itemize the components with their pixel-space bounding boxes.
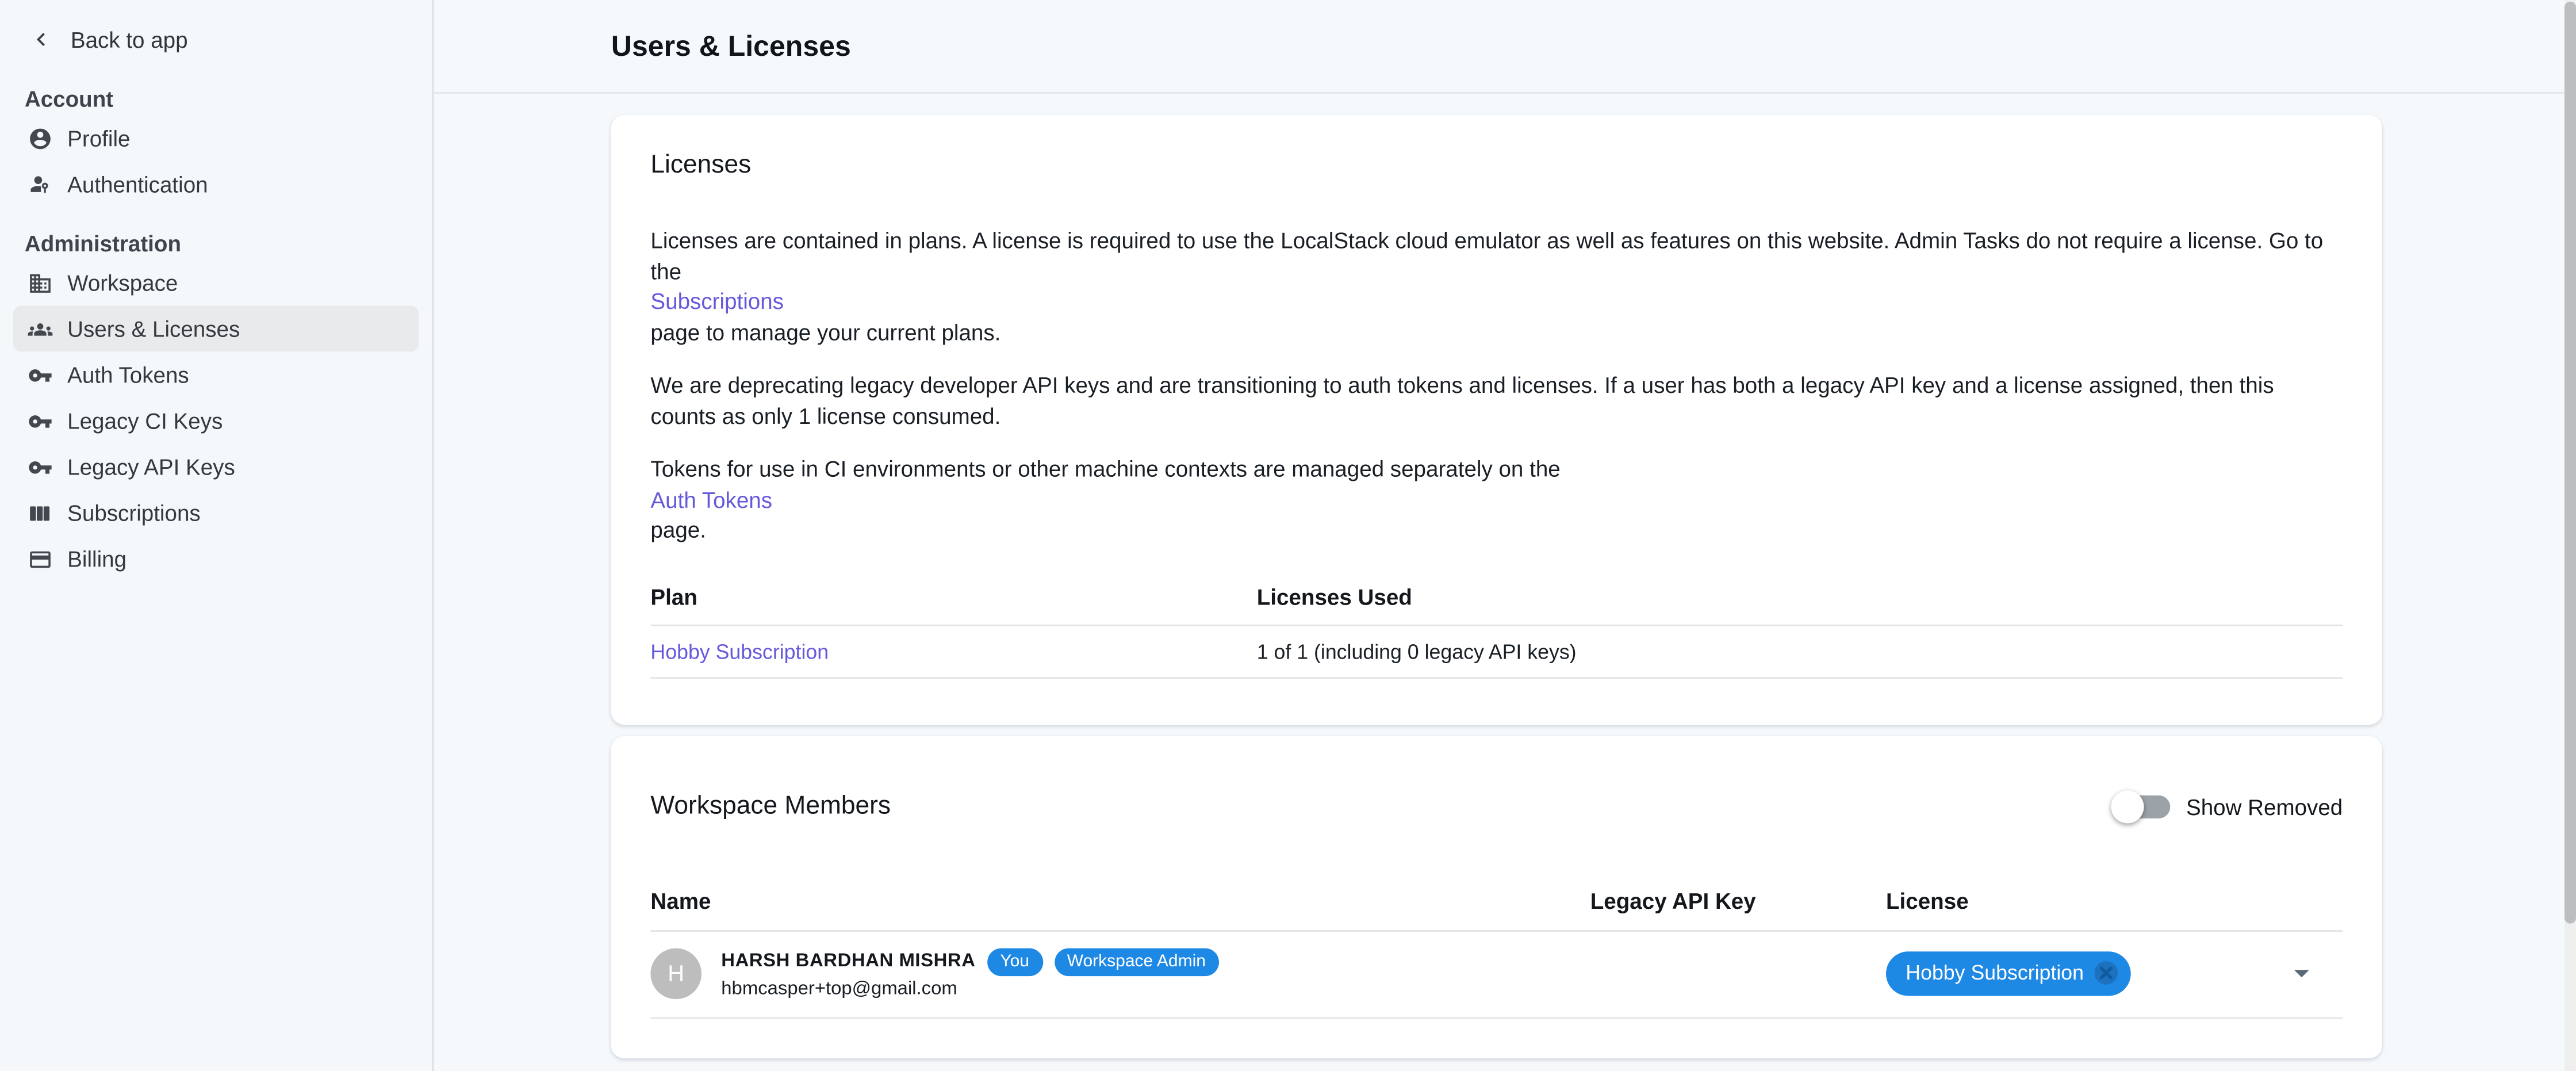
sidebar-item-label: Authentication xyxy=(67,171,208,197)
toggle-knob xyxy=(2111,790,2144,823)
licenses-used-value: 1 of 1 (including 0 legacy API keys) xyxy=(1256,640,1577,663)
show-removed-label: Show Removed xyxy=(2186,794,2343,820)
sidebar-item-legacy-api-keys[interactable] xyxy=(13,443,419,489)
sidebar-item-label: Profile xyxy=(67,125,131,151)
workspace-members-title: Workspace Members xyxy=(650,792,891,820)
person-key-icon xyxy=(28,172,53,197)
plans-table-header xyxy=(650,568,2343,625)
sidebar-section-administration: Administration xyxy=(24,231,182,257)
sidebar-item-label: Billing xyxy=(67,546,127,571)
sidebar-item-label: Users & Licenses xyxy=(67,316,240,341)
key-icon xyxy=(28,454,53,479)
column-header-name: Name xyxy=(650,888,711,913)
column-header-license: License xyxy=(1886,888,1969,913)
page-scrollbar xyxy=(2564,0,2576,1071)
column-header-licenses-used: Licenses Used xyxy=(1256,584,1412,609)
plans-table xyxy=(650,568,2343,678)
groups-icon xyxy=(28,316,53,341)
sidebar-item-profile[interactable] xyxy=(13,115,419,161)
sidebar-item-label: Legacy CI Keys xyxy=(67,408,223,433)
columns-icon xyxy=(28,500,53,525)
key-icon xyxy=(28,408,53,433)
column-header-legacy-api-key: Legacy API Key xyxy=(1590,888,1756,913)
sidebar-item-authentication[interactable] xyxy=(13,161,419,207)
back-to-app-label: Back to app xyxy=(70,27,188,52)
sidebar-item-users-licenses[interactable] xyxy=(13,305,419,351)
licenses-card-title: Licenses xyxy=(650,151,752,179)
page-content xyxy=(434,94,2576,1058)
tokens-note-text: page. xyxy=(650,518,706,542)
avatar: H xyxy=(650,947,702,999)
page-title: Users & Licenses xyxy=(611,29,851,62)
member-name: HARSH BARDHAN MISHRA xyxy=(721,951,976,971)
sidebar-section-account: Account xyxy=(24,87,114,112)
column-header-plan: Plan xyxy=(650,584,697,609)
sidebar-item-label: Workspace xyxy=(67,270,178,295)
show-removed-toggle[interactable] xyxy=(2115,790,2169,823)
license-chip[interactable] xyxy=(1886,951,2132,995)
members-table-header xyxy=(650,855,2343,931)
workspace-admin-badge: Workspace Admin xyxy=(1054,947,1219,976)
chevron-down-icon xyxy=(2283,955,2320,991)
remove-license-icon[interactable] xyxy=(2092,958,2121,988)
deprecation-note: We are deprecating legacy developer API keys and are transitioning to auth tokens and licenses. If a user has both a legacy API key and a license assigned, then this counts as only 1 license consumed. xyxy=(650,373,2274,429)
sidebar-item-workspace[interactable] xyxy=(13,259,419,305)
page-header xyxy=(434,0,2576,94)
member-row xyxy=(650,931,2343,1018)
key-icon xyxy=(28,362,53,387)
hobby-subscription-link[interactable]: Hobby Subscription xyxy=(650,640,829,663)
you-badge: You xyxy=(987,947,1042,976)
tokens-note xyxy=(650,455,2343,546)
back-to-app-button[interactable] xyxy=(0,20,432,59)
sidebar-item-label: Auth Tokens xyxy=(67,362,189,387)
licenses-description-text: Licenses are contained in plans. A license is required to use the LocalStack cloud emulator as well as features on this website. Admin Tasks do not require a license. Go to the xyxy=(650,228,2324,284)
scrollbar-thumb[interactable] xyxy=(2564,2,2576,924)
sidebar-item-billing[interactable] xyxy=(13,536,419,582)
licenses-description-text: page to manage your current plans. xyxy=(650,319,1001,345)
tokens-note-text: Tokens for use in CI environments or other machine contexts are managed separately on the xyxy=(650,457,1561,482)
credit-card-icon xyxy=(28,546,53,571)
sidebar-item-auth-tokens[interactable] xyxy=(13,351,419,397)
sidebar-item-legacy-ci-keys[interactable] xyxy=(13,397,419,443)
license-chip-label: Hobby Subscription xyxy=(1906,961,2084,985)
workspace-members-card xyxy=(611,736,2382,1058)
members-table xyxy=(650,855,2343,1018)
license-dropdown-button[interactable] xyxy=(2283,955,2320,991)
building-icon xyxy=(28,270,53,295)
sidebar-item-label: Subscriptions xyxy=(67,500,201,525)
member-email: hbmcasper+top@gmail.com xyxy=(721,978,957,999)
table-row xyxy=(650,625,2343,678)
licenses-description xyxy=(650,227,2343,348)
subscriptions-link[interactable]: Subscriptions xyxy=(650,289,784,314)
settings-sidebar xyxy=(0,0,434,1071)
sidebar-item-subscriptions[interactable] xyxy=(13,489,419,536)
account-circle-icon xyxy=(28,126,53,151)
main-area xyxy=(434,0,2576,1071)
chevron-left-icon xyxy=(28,26,55,53)
auth-tokens-link[interactable]: Auth Tokens xyxy=(650,487,773,512)
sidebar-item-label: Legacy API Keys xyxy=(67,454,235,479)
licenses-card xyxy=(611,115,2382,724)
